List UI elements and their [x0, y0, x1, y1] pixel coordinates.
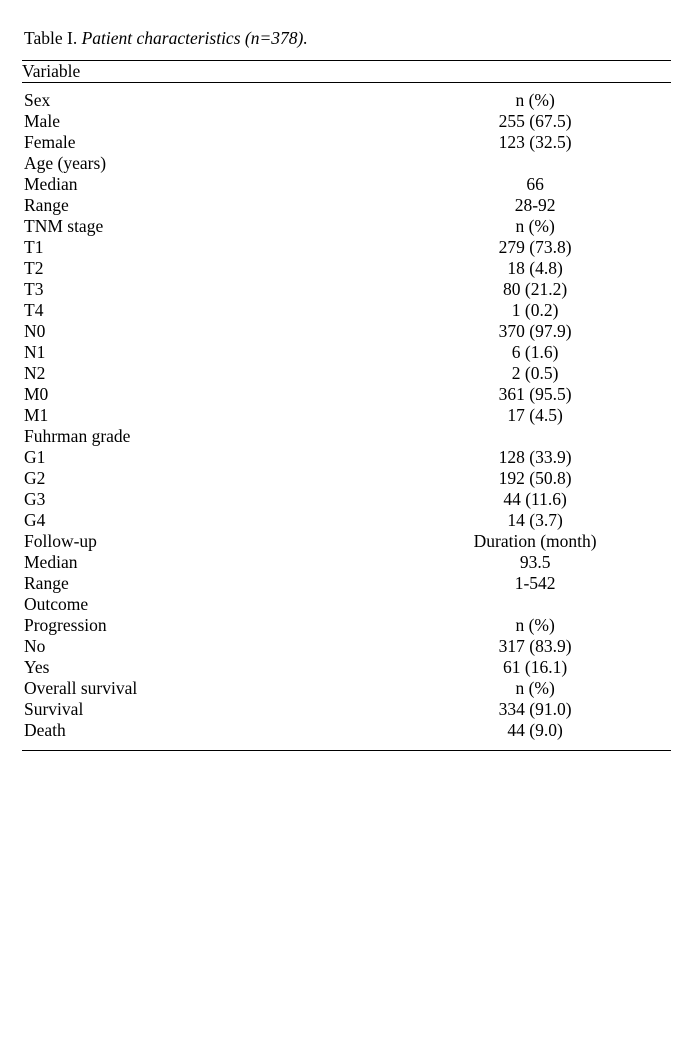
row-value: 370 (97.9): [498, 320, 572, 341]
table-row: [22, 657, 671, 678]
row-value: 123 (32.5): [498, 131, 572, 152]
row-variable: N2: [24, 362, 46, 383]
row-value: 1 (0.2): [511, 299, 559, 320]
table-row: [22, 489, 671, 510]
table-row: [22, 153, 671, 174]
table-header-group: [22, 61, 671, 82]
table-row: [22, 216, 671, 237]
row-value: 66: [526, 173, 544, 194]
table-caption-text: Patient characteristics (n=378).: [81, 28, 308, 48]
table-row: [22, 300, 671, 321]
row-variable: No: [24, 635, 46, 656]
row-value: 61 (16.1): [503, 656, 568, 677]
row-value: 361 (95.5): [498, 383, 572, 404]
table-caption-label: Table I.: [24, 28, 78, 48]
row-value: 279 (73.8): [498, 236, 572, 257]
table-row: [22, 573, 671, 594]
row-variable: Fuhrman grade: [24, 425, 131, 446]
table-row: [22, 468, 671, 489]
table-row: [22, 279, 671, 300]
header-spacer: [22, 83, 671, 90]
row-variable: Progression: [24, 614, 107, 635]
row-value: n (%): [515, 677, 555, 698]
table-bottom-rule: [22, 750, 671, 751]
row-value: 317 (83.9): [498, 635, 572, 656]
table-row: [22, 342, 671, 363]
row-variable: Range: [24, 572, 69, 593]
table-row: [22, 405, 671, 426]
table-body: [22, 90, 671, 741]
row-variable: N1: [24, 341, 46, 362]
table-row: [22, 678, 671, 699]
row-value: 255 (67.5): [498, 110, 572, 131]
row-value: 14 (3.7): [507, 509, 563, 530]
row-variable: Death: [24, 719, 66, 740]
table-row: [22, 258, 671, 279]
row-variable: Male: [24, 110, 60, 131]
row-value: 2 (0.5): [511, 362, 559, 383]
row-value: n (%): [515, 614, 555, 635]
table-row: [22, 636, 671, 657]
row-variable: T2: [24, 257, 44, 278]
table-row: [22, 111, 671, 132]
row-value: n (%): [515, 89, 555, 110]
row-value: 44 (9.0): [507, 719, 563, 740]
table-row: [22, 552, 671, 573]
row-variable: Median: [24, 173, 78, 194]
table-row: [22, 720, 671, 741]
row-variable: G4: [24, 509, 46, 530]
row-value: 93.5: [519, 551, 551, 572]
row-value: Duration (month): [473, 530, 597, 551]
table-row: [22, 510, 671, 531]
row-variable: M1: [24, 404, 49, 425]
column-header-value: [398, 61, 671, 82]
table-row: [22, 237, 671, 258]
row-value: 334 (91.0): [498, 698, 572, 719]
patient-characteristics-table: [22, 61, 671, 82]
row-variable: G3: [24, 488, 46, 509]
row-variable: Range: [24, 194, 69, 215]
table-row: [22, 384, 671, 405]
table-caption: [22, 22, 671, 60]
row-variable: Survival: [24, 698, 84, 719]
row-value: 28-92: [514, 194, 556, 215]
row-variable: Sex: [24, 89, 51, 110]
row-variable: T3: [24, 278, 44, 299]
table-header-row: [22, 61, 671, 82]
table-row: [22, 447, 671, 468]
table-row: [22, 615, 671, 636]
row-value: 17 (4.5): [507, 404, 563, 425]
column-header-variable: Variable: [22, 60, 81, 81]
row-value: 192 (50.8): [498, 467, 572, 488]
table-row: [22, 321, 671, 342]
table-row: [22, 594, 671, 615]
row-variable: T4: [24, 299, 44, 320]
row-variable: N0: [24, 320, 46, 341]
bottom-rule-wrapper: [22, 741, 671, 751]
table-row: [22, 195, 671, 216]
row-variable: Yes: [24, 656, 50, 677]
row-variable: T1: [24, 236, 44, 257]
row-variable: Outcome: [24, 593, 89, 614]
row-value: [399, 426, 671, 447]
row-value: [399, 594, 671, 615]
table-row: [22, 363, 671, 384]
row-variable: Median: [24, 551, 78, 572]
row-variable: G2: [24, 467, 46, 488]
row-variable: Age (years): [24, 152, 107, 173]
table-row: [22, 174, 671, 195]
table-row: [22, 426, 671, 447]
row-value: 44 (11.6): [503, 488, 567, 509]
row-variable: G1: [24, 446, 46, 467]
row-variable: Overall survival: [24, 677, 138, 698]
table-row: [22, 531, 671, 552]
row-value: 18 (4.8): [507, 257, 563, 278]
row-value: 6 (1.6): [511, 341, 559, 362]
row-value: 1-542: [514, 572, 556, 593]
table-row: [22, 699, 671, 720]
row-value: n (%): [515, 215, 555, 236]
row-variable: M0: [24, 383, 49, 404]
row-variable: TNM stage: [24, 215, 104, 236]
row-value: [399, 153, 671, 174]
table-row: [22, 90, 671, 111]
table-body-group: [22, 90, 671, 741]
row-variable: Follow-up: [24, 530, 97, 551]
row-value: 80 (21.2): [503, 278, 568, 299]
row-variable: Female: [24, 131, 76, 152]
row-value: 128 (33.9): [498, 446, 572, 467]
table-row: [22, 132, 671, 153]
